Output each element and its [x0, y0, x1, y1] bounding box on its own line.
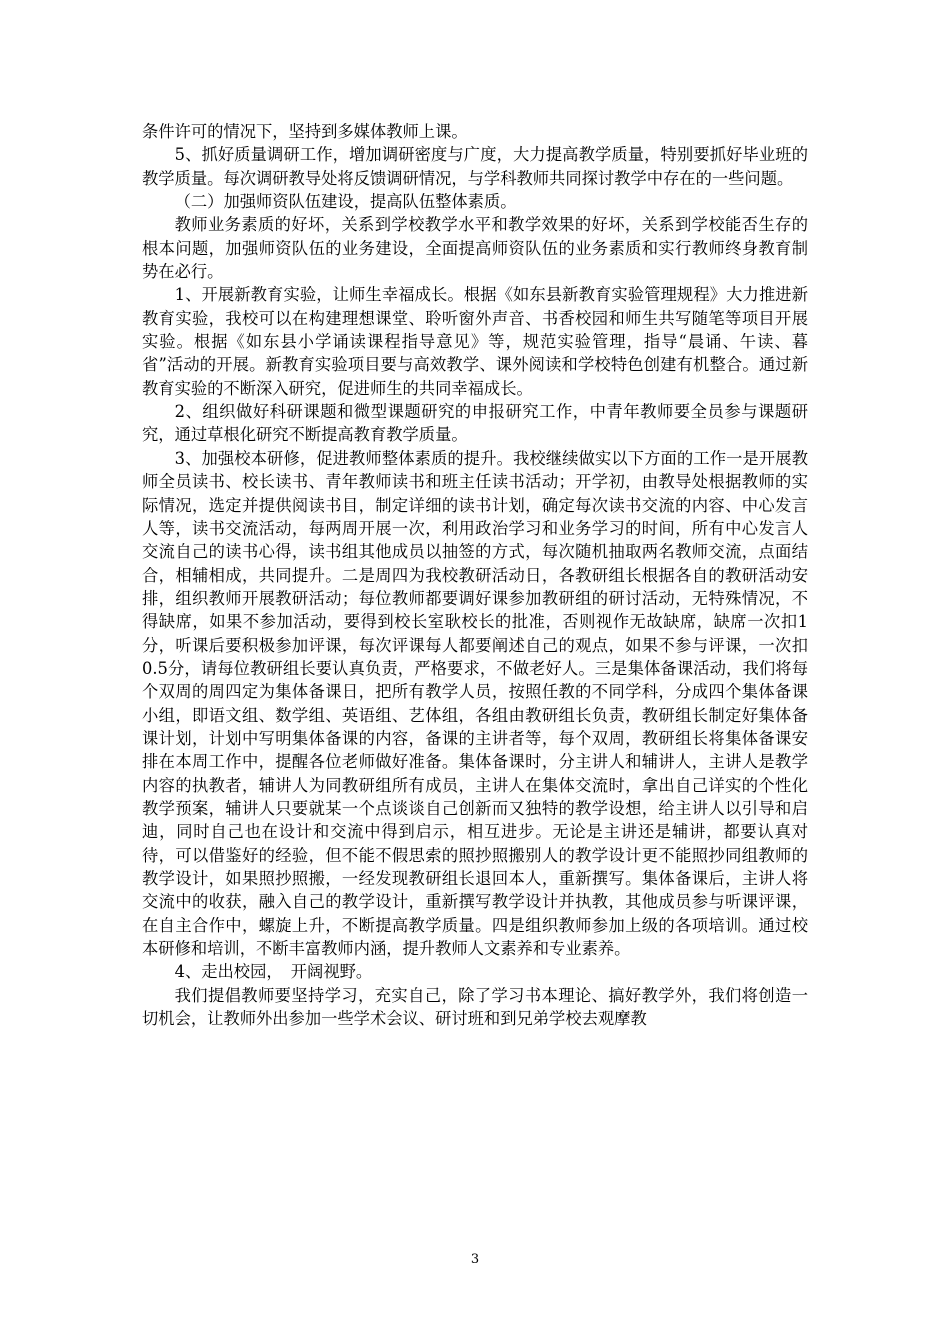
paragraph: 条件许可的情况下，坚持到多媒体教师上课。 — [142, 122, 468, 141]
paragraph: 1、开展新教育实验，让师生幸福成长。根据《如东县新教育实验管理规程》大力推进新教育实验，我校可以在构建理想课堂、聆听窗外声音、书香校园和师生共写随笔等项目开展实验。根据《如东县小学诵读课程指导意见》等，规范实验管理，指导“晨诵、午读、暮省”活动的开展。新教育实验项目要与高效教学、课外阅读和学校特色创建有机整合。通过新教育实验的不断深入研究，促进师生的共同幸福成长。 — [142, 285, 808, 398]
paragraph: 我们提倡教师要坚持学习，充实自己，除了学习书本理论、搞好教学外，我们将创造一切机会，让教师外出参加一些学术会议、研讨班和到兄弟学校去观摩教 — [142, 985, 808, 1029]
paragraph: 2、组织做好科研课题和微型课题研究的申报研究工作，中青年教师要全员参与课题研究，通过草根化研究不断提高教育教学质量。 — [142, 402, 808, 445]
page-number: 3 — [470, 1252, 480, 1267]
paragraph: 教师业务素质的好坏，关系到学校教学水平和教学效果的好坏，关系到学校能否生存的根本问题，加强师资队伍的业务建设，全面提高师资队伍的业务素质和实行教师终身教育制势在必行。 — [142, 215, 808, 282]
document-body — [142, 120, 808, 1030]
paragraph: 4、走出校园， 开阔视野。 — [174, 962, 373, 982]
paragraph: 5、抓好质量调研工作，增加调研密度与广度，大力提高教学质量，特别要抓好毕业班的教学质量。每次调研教导处将反馈调研情况，与学科教师共同探讨教学中存在的一些问题。 — [142, 145, 808, 188]
paragraph: 3、加强校本研修，促进教师整体素质的提升。我校继续做实以下方面的工作一是开展教师全员读书、校长读书、青年教师读书和班主任读书活动；开学初，由教导处根据教师的实际情况，选定并提供阅读书目，制定详细的读书计划，确定每次读书交流的内容、中心发言人等，读书交流活动，每两周开展一次，利用政治学习和业务学习的时间，所有中心发言人交流自己的读书心得，读书组其他成员以抽签的方式，每次随机抽取两名教师交流，点面结合，相辅相成，共同提升。二是周四为我校教研活动日，各教研组长根据各自的教研活动安排，组织教师开展教研活动；每位教师都要调好课参加教研组的研讨活动，无特殊情况，不得缺席，如果不参加活动，要得到校长室耿校长的批准，否则视作无故缺席，缺席一次扣1分，听课后要积极参加评课，每次评课每人都要阐述自己的观点，如果不参与评课，一次扣0.5分，请每位教研组长要认真负责，严格要求，不做老好人。三是集体备课活动，我们将每个双周的周四定为集体备课日，把所有教学人员，按照任教的不同学科，分成四个集体备课小组，即语文组、数学组、英语组、艺体组，各组由教研组长负责，教研组长制定好集体备课计划，计划中写明集体备课的内容，备课的主讲者等，每个双周，教研组长将集体备课安排在本周工作中，提醒各位老师做好准备。集体备课时，分主讲人和辅讲人，主讲人是教学内容的执教者，辅讲人为同教研组所有成员，主讲人在集体交流时，拿出自己详实的个性化教学预案，辅讲人只要就某一个点谈谈自己创新而又独特的教学设想，给主讲人以引导和启迪，同时自己也在设计和交流中得到启示，相互进步。无论是主讲还是辅讲，都要认真对待，可以借鉴好的经验，但不能不假思索的照抄照搬别人的教学设计更不能照抄同组教师的教学设计，如果照抄照搬，一经发现教研组长退回本人，重新撰写。集体备课后，主讲人将交流中的收获，融入自己的教学设计，重新撰写教学设计并执教，其他成员参与听课评课，在自主合作中，螺旋上升，不断提高教学质量。四是组织教师参加上级的各项培训。通过校本研修和培训，不断丰富教师内涵，提升教师人文素养和专业素养。 — [142, 448, 808, 959]
section-heading: （二）加强师资队伍建设，提高队伍整体素质。 — [174, 192, 517, 212]
